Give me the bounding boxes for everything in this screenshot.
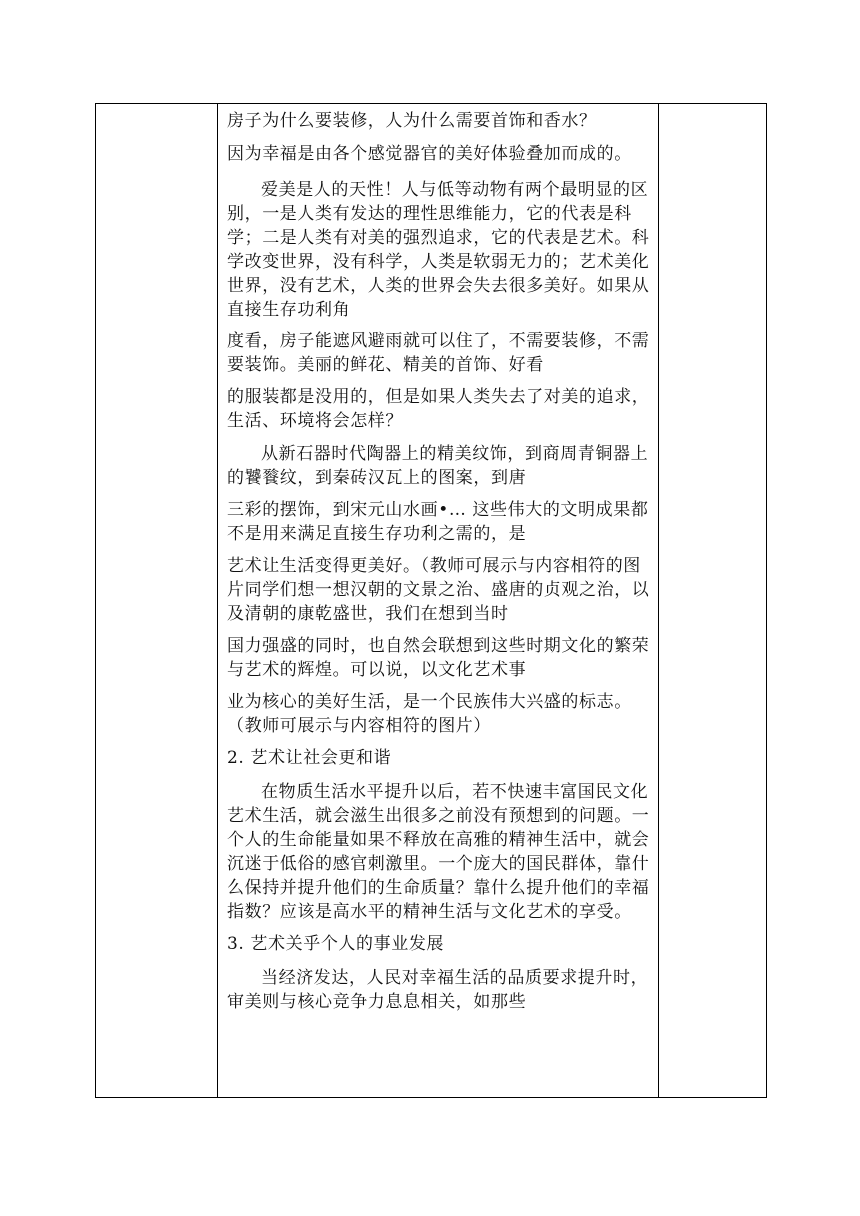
paragraph: 当经济发达，人民对幸福生活的品质要求提升时，审美则与核心竞争力息息相关，如那些 (227, 968, 649, 1012)
column-divider-right (658, 104, 659, 1097)
section-heading: 2. 艺术让社会更和谐 (227, 748, 392, 768)
section-heading: 3. 艺术关乎个人的事业发展 (227, 934, 445, 954)
paragraph: 艺术让生活变得更美好。（教师可展示与内容相符的图片同学们想一想汉朝的文景之治、盛唐的贞观之治，以及清朝的康乾盛世，我们在想到当时 (227, 556, 650, 624)
lesson-content-cell (227, 104, 655, 1012)
column-divider-left (217, 104, 218, 1097)
paragraph: 度看，房子能遮风避雨就可以住了，不需要装修，不需要装饰。美丽的鲜花、精美的首饰、好看 (227, 331, 650, 375)
paragraph: 的服装都是没用的，但是如果人类失去了对美的追求，生活、环境将会怎样？ (227, 387, 650, 431)
paragraph: 房子为什么要装修，人为什么需要首饰和香水？ (227, 111, 597, 131)
paragraph: 在物质生活水平提升以后，若不快速丰富国民文化艺术生活，就会滋生出很多之前没有预想到的问题。一个人的生命能量如果不释放在高雅的精神生活中，就会沉迷于低俗的感官刺激里。一个庞大的国民群体，靠什么保持并提升他们的生命质量？靠什么提升他们的幸福指数？应该是高水平的精神生活与文化艺术的享受。 (227, 782, 650, 922)
lesson-table (95, 103, 767, 1098)
paragraph: 从新石器时代陶器上的精美纹饰，到商周青铜器上的饕餮纹，到秦砖汉瓦上的图案，到唐 (227, 444, 649, 488)
paragraph: 因为幸福是由各个感觉器官的美好体验叠加而成的。 (227, 144, 632, 164)
paragraph: 爱美是人的天性！人与低等动物有两个最明显的区别，一是人类有发达的理性思维能力，它的代表是科学；二是人类有对美的强烈追求，它的代表是艺术。科学改变世界，没有科学，人类是软弱无力的；艺术美化世界，没有艺术，人类的世界会失去很多美好。如果从直接生存功利角 (227, 180, 650, 320)
paragraph: 三彩的摆饰，到宋元山水画•… 这些伟大的文明成果都不是用来满足直接生存功利之需的，是 (227, 500, 649, 544)
paragraph: 业为核心的美好生活，是一个民族伟大兴盛的标志。（教师可展示与内容相符的图片） (227, 692, 632, 736)
paragraph: 国力强盛的同时，也自然会联想到这些时期文化的繁荣与艺术的辉煌。可以说，以文化艺术事 (227, 636, 650, 680)
